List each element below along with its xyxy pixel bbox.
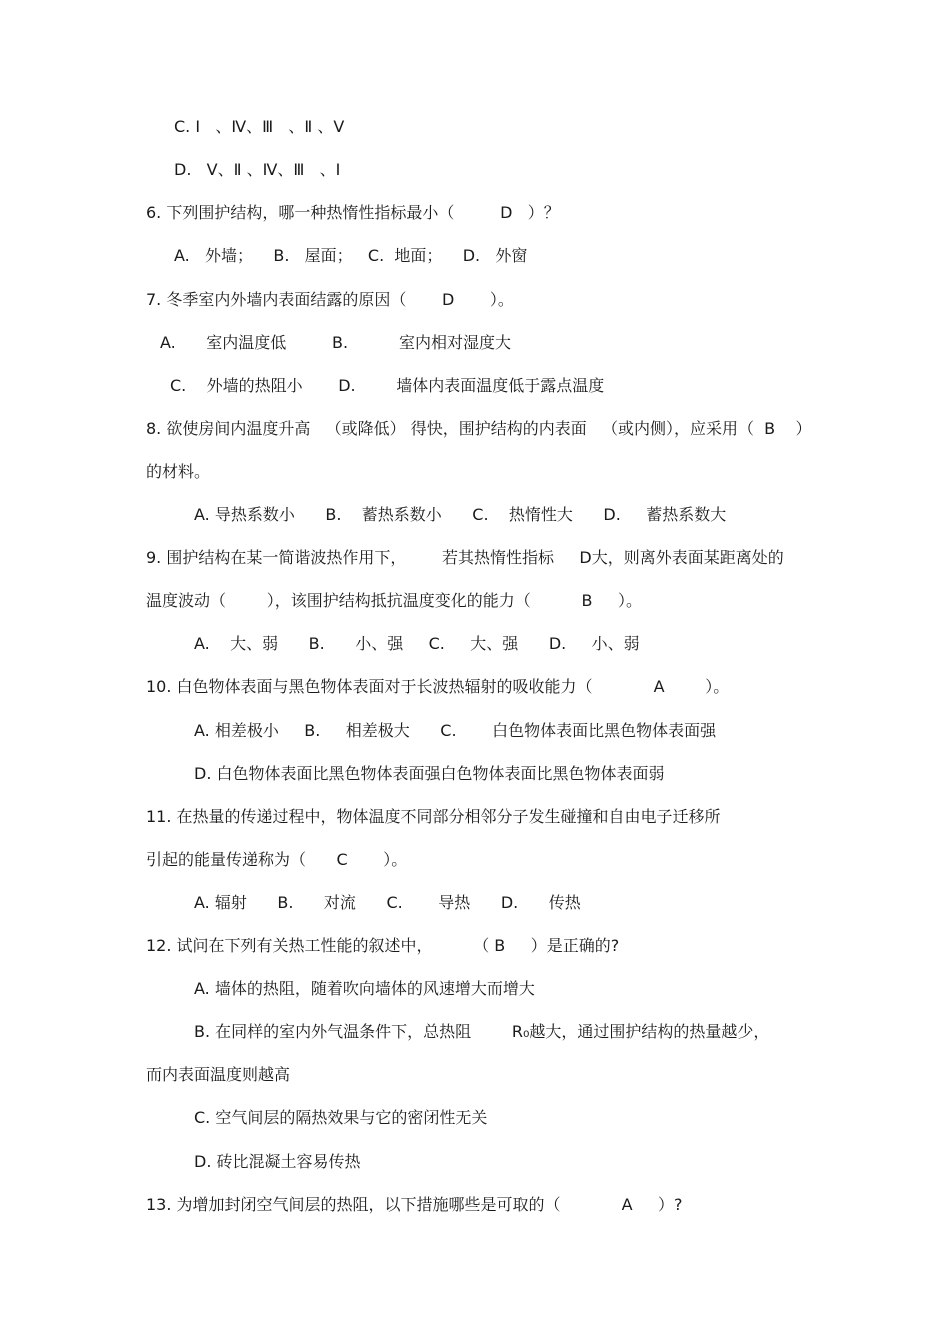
question-6: 6. 下列围护结构，哪一种热惰性指标最小（ D ）？ <box>146 203 560 222</box>
question-8: 8. 欲使房间内温度升高 （或降低） 得快，围护结构的内表面 （或内侧），应采用（ B ） <box>146 419 812 438</box>
options-q11: A. 辐射 B. 对流 C. 导热 D. 传热 <box>194 893 581 912</box>
option-d-q12: D. 砖比混凝土容易传热 <box>194 1152 361 1171</box>
question-11-cont: 引起的能量传递称为（ C ）。 <box>146 850 408 869</box>
question-13: 13. 为增加封闭空气间层的热阻，以下措施哪些是可取的（ A ）? <box>146 1195 683 1214</box>
question-9: 9. 围护结构在某一简谐波热作用下， 若其热惰性指标 D大，则离外表面某距离处的 <box>146 548 784 567</box>
question-12: 12. 试问在下列有关热工性能的叙述中， （ B ）是正确的? <box>146 936 620 955</box>
options-q10-d: D. 白色物体表面比黑色物体表面强白色物体表面比黑色物体表面弱 <box>194 764 665 783</box>
options-q8: A. 导热系数小 B. 蓄热系数小 C. 热惰性大 D. 蓄热系数大 <box>194 505 727 524</box>
question-10: 10. 白色物体表面与黑色物体表面对于长波热辐射的吸收能力（ A ）。 <box>146 677 730 696</box>
options-q10-abc: A. 相差极小 B. 相差极大 C. 白色物体表面比黑色物体表面强 <box>194 721 717 740</box>
option-c-q12: C. 空气间层的隔热效果与它的密闭性无关 <box>194 1108 488 1127</box>
question-7: 7. 冬季室内外墙内表面结露的原因（ D ）。 <box>146 290 514 309</box>
options-q6: A. 外墙； B. 屋面； C. 地面； D. 外窗 <box>174 246 528 265</box>
option-a-q12: A. 墙体的热阻，随着吹向墙体的风速增大而增大 <box>194 979 535 998</box>
question-9-cont: 温度波动（ ），该围护结构抵抗温度变化的能力（ B ）。 <box>146 591 642 610</box>
option-b-q12: B. 在同样的室内外气温条件下，总热阻 R₀越大，通过围护结构的热量越少， <box>194 1022 770 1041</box>
question-8-cont: 的材料。 <box>146 462 211 481</box>
options-q7-cd: C. 外墙的热阻小 D. 墙体内表面温度低于露点温度 <box>170 376 605 395</box>
options-q9: A. 大、弱 B. 小、强 C. 大、强 D. 小、弱 <box>194 634 640 653</box>
question-11: 11. 在热量的传递过程中，物体温度不同部分相邻分子发生碰撞和自由电子迁移所 <box>146 807 721 826</box>
option-b-q12-cont: 而内表面温度则越高 <box>146 1065 291 1084</box>
option-d-q5: D. Ⅴ、Ⅱ 、Ⅳ、Ⅲ 、Ⅰ <box>174 160 341 179</box>
options-q7-ab: A. 室内温度低 B. 室内相对湿度大 <box>160 333 511 352</box>
option-c-q5: C. Ⅰ 、Ⅳ、Ⅲ 、Ⅱ 、Ⅴ <box>174 117 345 136</box>
